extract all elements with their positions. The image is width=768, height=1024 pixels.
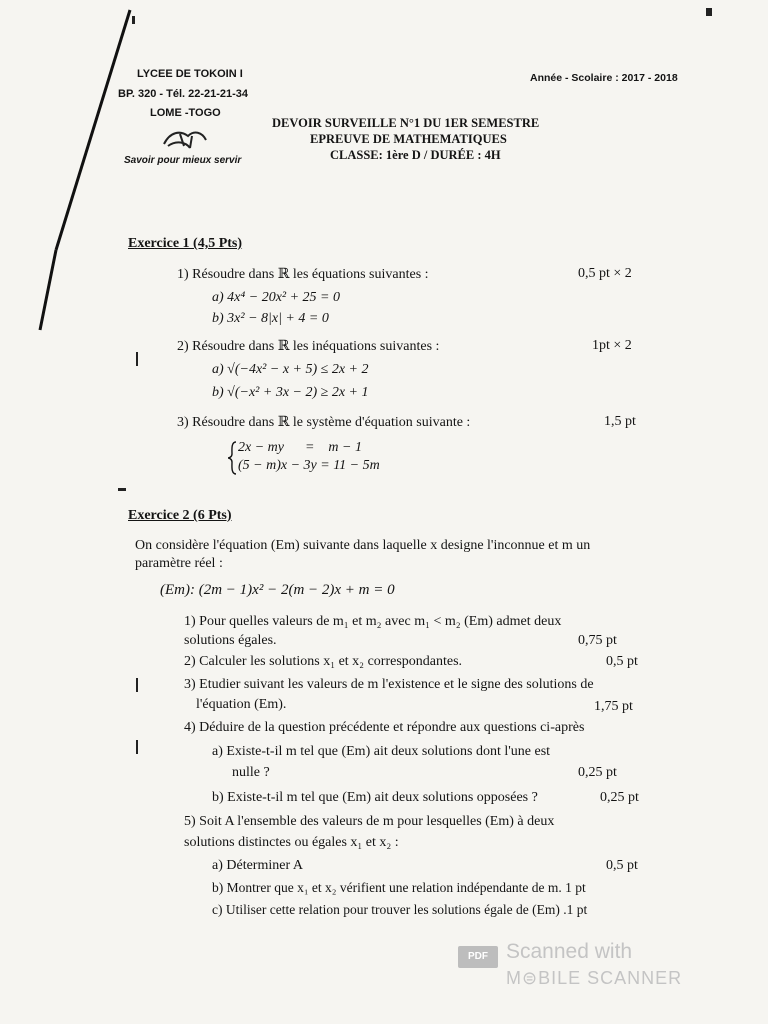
- ex1-q2-points: 1pt × 2: [592, 338, 632, 353]
- ex2-q4b: b) Existe-t-il m tel que (Em) ait deux solutions opposées ?: [212, 790, 538, 805]
- school-city: LOME -TOGO: [150, 107, 221, 119]
- system-brace-icon: [226, 440, 238, 476]
- ex2-intro-1: On considère l'équation (Em) suivante dans laquelle x designe l'inconnue et m un: [135, 538, 591, 553]
- ex2-q4: 4) Déduire de la question précédente et répondre aux questions ci-après: [184, 720, 585, 735]
- watermark-line-2: M⊜BILE SCANNER: [506, 968, 683, 988]
- ex1-q1-text: 1) Résoudre dans ℝ les équations suivantes :: [177, 267, 429, 282]
- ex1-q1-b: b) 3x² − 8|x| + 4 = 0: [212, 311, 329, 326]
- ex1-q2-text: 2) Résoudre dans ℝ les inéquations suivantes :: [177, 339, 440, 354]
- ex1-q3-line-2: (5 − m)x − 3y = 11 − 5m: [238, 458, 380, 473]
- ex2-q5c: c) Utiliser cette relation pour trouver les solutions égale de (Em) .1 pt: [212, 902, 588, 917]
- ex2-equation: (Em): (2m − 1)x² − 2(m − 2)x + m = 0: [160, 582, 395, 598]
- ex1-q1-a: a) 4x⁴ − 20x² + 25 = 0: [212, 290, 340, 305]
- school-year: Année - Scolaire : 2017 - 2018: [530, 72, 678, 84]
- ex2-q4a-line-2: nulle ?: [232, 765, 270, 780]
- ex2-q1-points: 0,75 pt: [578, 633, 617, 648]
- scan-speck: [706, 8, 712, 16]
- ex2-q4a-line-1: a) Existe-t-il m tel que (Em) ait deux solutions dont l'une est: [212, 744, 551, 759]
- exercise-1-title: Exercice 1 (4,5 Pts): [128, 236, 243, 251]
- ex2-intro-2: paramètre réel :: [135, 556, 223, 571]
- ex2-q5a: a) Déterminer A: [212, 858, 303, 873]
- ex1-q3-text: 3) Résoudre dans ℝ le système d'équation suivante :: [177, 415, 471, 430]
- ex2-q3-points: 1,75 pt: [594, 699, 633, 714]
- ex2-q4a-points: 0,25 pt: [578, 765, 617, 780]
- ex2-q2-points: 0,5 pt: [606, 654, 638, 669]
- ex1-q3-line-1: 2x − my = m − 1: [238, 440, 362, 455]
- scan-speck: [136, 740, 138, 754]
- ex2-q5a-points: 0,5 pt: [606, 858, 638, 873]
- pdf-badge-icon: PDF: [458, 946, 498, 968]
- ex2-q1-line-1: 1) Pour quelles valeurs de m₁ et m₂ avec m₁ < m₂ (Em) admet deux: [184, 614, 562, 629]
- title-line-3: CLASSE: 1ère D / DURÉE : 4H: [330, 148, 501, 162]
- ex2-q4b-points: 0,25 pt: [600, 790, 639, 805]
- scan-speck: [118, 488, 126, 491]
- ex1-q2-b: b) √(−x² + 3x − 2) ≥ 2x + 1: [212, 385, 369, 400]
- ex1-q1-points: 0,5 pt × 2: [578, 266, 632, 281]
- school-motto: Savoir pour mieux servir: [124, 155, 242, 166]
- title-line-2: EPREUVE DE MATHEMATIQUES: [310, 132, 507, 146]
- school-bp: BP. 320 - Tél. 22-21-21-34: [118, 88, 249, 100]
- title-line-1: DEVOIR SURVEILLE N°1 DU 1ER SEMESTRE: [272, 116, 540, 130]
- ex2-q2: 2) Calculer les solutions x₁ et x₂ correspondantes.: [184, 654, 463, 669]
- ex1-q3-points: 1,5 pt: [604, 414, 636, 429]
- ex2-q1-line-2: solutions égales.: [184, 633, 277, 648]
- watermark-line-1: Scanned with: [506, 940, 633, 963]
- ex2-q3-line-2: l'équation (Em).: [196, 697, 287, 712]
- scan-speck: [136, 678, 138, 692]
- school-name: LYCEE DE TOKOIN I: [137, 68, 243, 80]
- ex2-q5-line-2: solutions distinctes ou égales x₁ et x₂ :: [184, 835, 399, 850]
- exercise-2-title: Exercice 2 (6 Pts): [128, 508, 232, 523]
- ex2-q5-line-1: 5) Soit A l'ensemble des valeurs de m pour lesquelles (Em) à deux: [184, 814, 555, 829]
- scan-speck: [136, 352, 138, 366]
- ex1-q2-a: a) √(−4x² − x + 5) ≤ 2x + 2: [212, 362, 369, 377]
- scan-speck: [132, 16, 135, 24]
- ex2-q5b: b) Montrer que x₁ et x₂ vérifient une relation indépendante de m. 1 pt: [212, 880, 586, 895]
- school-logo-icon: [160, 126, 210, 152]
- ex2-q3-line-1: 3) Etudier suivant les valeurs de m l'existence et le signe des solutions de: [184, 677, 594, 692]
